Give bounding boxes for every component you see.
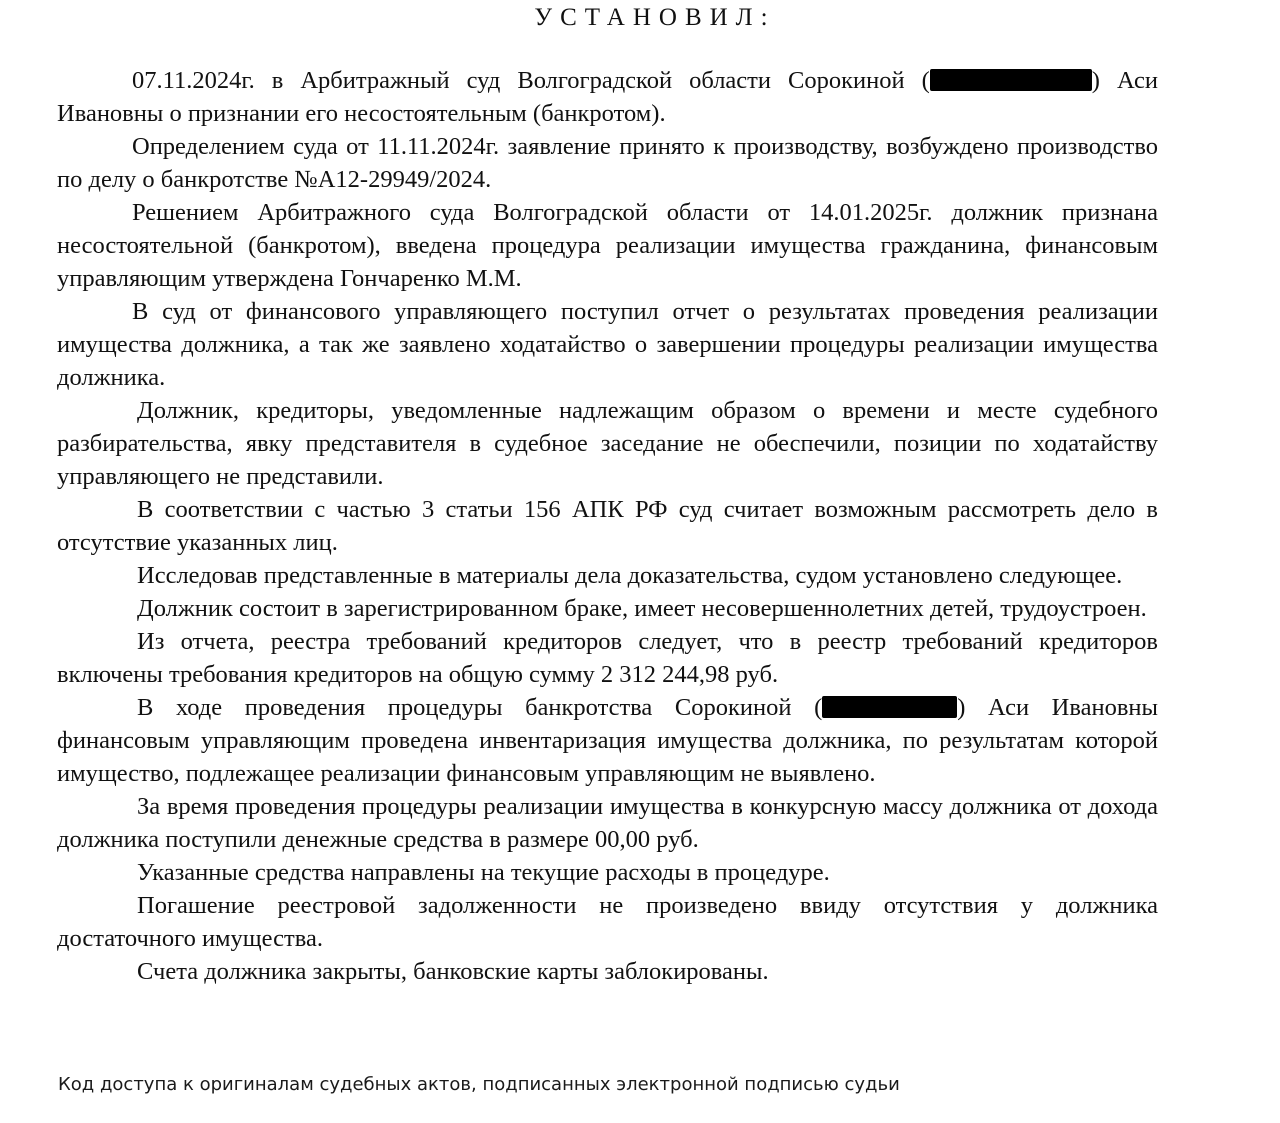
access-code-footer: Код доступа к оригиналам судебных актов, подписанных электронной подписью судьи — [58, 1074, 900, 1095]
paragraph-parties-absent: Должник, кредиторы, уведомленные надлежащим образом о времени и месте судебного разбирательства, явку представителя в судебное заседание не обеспечили, позиции по ходатайству управляющего не представили. — [57, 397, 1158, 490]
redaction-bar — [822, 696, 957, 718]
paragraph-debt-repayment: Погашение реестровой задолженности не произведено ввиду отсутствия у должника достаточного имущества. — [57, 892, 1158, 952]
paragraph-acceptance: Определением суда от 11.11.2024г. заявление принято к производству, возбуждено производство по делу о банкротстве №А12-29949/2024. — [57, 133, 1158, 193]
paragraph-inventory — [57, 691, 1158, 790]
paragraph-creditor-registry: Из отчета, реестра требований кредиторов следует, что в реестр требований кредиторов включены требования кредиторов на общую сумму 2 312 244,98 руб. — [57, 628, 1158, 688]
paragraph-inventory-text-start: В ходе проведения процедуры банкротства Сорокиной ( — [137, 694, 823, 721]
paragraph-accounts-closed: Счета должника закрыты, банковские карты заблокированы. — [137, 958, 769, 985]
paragraph-filing-text-start: 07.11.2024г. в Арбитражный суд Волгоградской области Сорокиной ( — [132, 67, 930, 94]
paragraph-apk-reference: В соответствии с частью 3 статьи 156 АПК РФ суд считает возможным рассмотреть дело в отсутствие указанных лиц. — [57, 496, 1158, 556]
paragraph-findings-intro: Исследовав представленные в материалы дела доказательства, судом установлено следующее. — [137, 562, 1123, 589]
paragraph-debtor-status: Должник состоит в зарегистрированном браке, имеет несовершеннолетних детей, трудоустроен. — [137, 595, 1147, 622]
section-heading: УСТАНОВИЛ: — [534, 4, 776, 31]
paragraph-funds-spent: Указанные средства направлены на текущие расходы в процедуре. — [137, 859, 830, 886]
paragraph-filing-text-end: ) Аси Ивановны о признании его несостоятельным (банкротом). — [57, 67, 1159, 127]
paragraph-report: В суд от финансового управляющего поступил отчет о результатах проведения реализации имущества должника, а так же заявлено ходатайство о завершении процедуры реализации имущества должника. — [57, 298, 1158, 391]
paragraph-decision: Решением Арбитражного суда Волгоградской области от 14.01.2025г. должник признана несостоятельной (банкротом), введена процедура реализации имущества гражданина, финансовым управляющим утверждена Гончаренко М.М. — [57, 199, 1158, 292]
paragraph-filing — [57, 64, 1158, 130]
document-body — [57, 64, 1158, 988]
paragraph-inventory-text-end: ) Аси Ивановны финансовым управляющим проведена инвентаризация имущества должника, по результатам которой имущество, подлежащее реализации финансовым управляющим не выявлено. — [57, 694, 1158, 787]
paragraph-funds-received: За время проведения процедуры реализации имущества в конкурсную массу должника от дохода должника поступили денежные средства в размере 00,00 руб. — [57, 793, 1158, 853]
redaction-bar — [930, 69, 1092, 91]
